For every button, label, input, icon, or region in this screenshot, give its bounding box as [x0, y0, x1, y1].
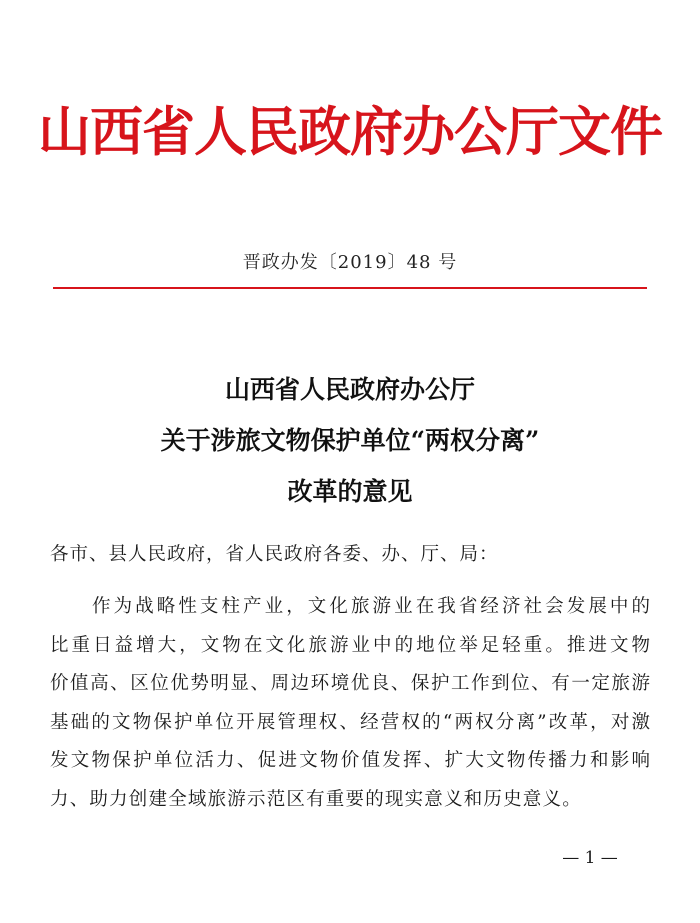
body-paragraph [50, 588, 650, 819]
body-line-6: 力、助力创建全域旅游示范区有重要的现实意义和历史意义。 [50, 788, 582, 810]
masthead-title: 山西省人民政府办公厅文件 [38, 101, 662, 163]
body-line-3: 价值高、区位优势明显、周边环境优良、保护工作到位、有一定旅游 [50, 673, 650, 694]
red-separator-line [53, 287, 647, 289]
body-line-2: 比重日益增大，文物在文化旅游业中的地位举足轻重。推进文物 [50, 634, 650, 656]
title-line-1: 山西省人民政府办公厅 [224, 375, 475, 404]
document-title [0, 364, 700, 517]
body-line-5: 发文物保护单位活力、促进文物价值发挥、扩大文物传播力和影响 [50, 750, 650, 771]
title-line-3: 改革的意见 [287, 477, 413, 506]
salutation: 各市、县人民政府，省人民政府各委、办、厅、局： [50, 544, 499, 565]
page-number: — 1 — [562, 848, 618, 868]
body-line-4: 基础的文物保护单位开展管理权、经营权的“两权分离”改革，对激 [50, 711, 650, 733]
title-line-2: 关于涉旅文物保护单位“两权分离” [160, 426, 540, 455]
body-line-1: 作为战略性支柱产业，文化旅游业在我省经济社会发展中的 [92, 596, 650, 617]
document-number: 晋政办发〔2019〕48 号 [242, 252, 458, 273]
